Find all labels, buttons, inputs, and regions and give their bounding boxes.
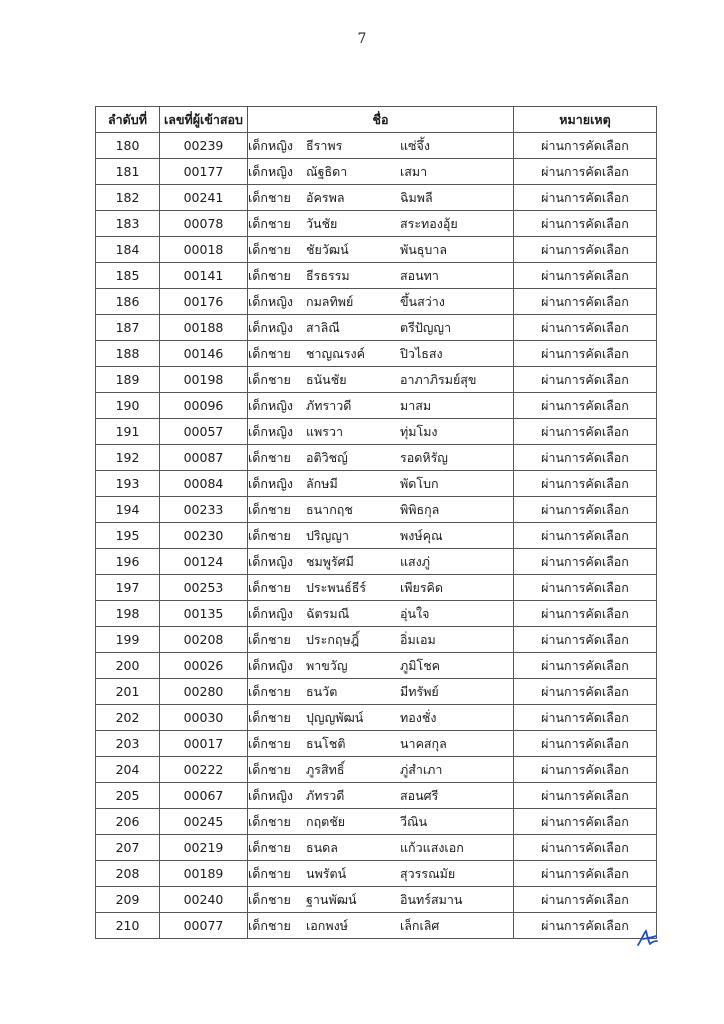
name-title: เด็กหญิง (248, 424, 293, 439)
row-order: 206 (96, 809, 160, 835)
name-title: เด็กชาย (248, 684, 291, 699)
table-row (96, 549, 657, 575)
first-name: พาขวัญ (306, 658, 348, 673)
name-title: เด็กชาย (248, 892, 291, 907)
row-exam-id: 00026 (160, 653, 248, 679)
row-exam-id: 00078 (160, 211, 248, 237)
row-order: 195 (96, 523, 160, 549)
row-name (248, 835, 514, 861)
header-name: ชื่อ (248, 107, 514, 133)
last-name: พงษ์คุณ (400, 528, 443, 543)
last-name: อิ่มเอม (400, 632, 436, 647)
row-name (248, 497, 514, 523)
row-order: 209 (96, 887, 160, 913)
last-name: แก้วแสงเอก (400, 840, 464, 855)
table-row (96, 731, 657, 757)
row-order: 190 (96, 393, 160, 419)
row-note: ผ่านการคัดเลือก (514, 861, 657, 887)
name-title: เด็กชาย (248, 346, 291, 361)
name-title: เด็กหญิง (248, 658, 293, 673)
row-order: 182 (96, 185, 160, 211)
row-order: 198 (96, 601, 160, 627)
first-name: ประกฤษฎิ์ (306, 632, 360, 647)
row-order: 186 (96, 289, 160, 315)
row-note: ผ่านการคัดเลือก (514, 913, 657, 939)
table-header (96, 107, 657, 133)
row-name (248, 601, 514, 627)
table-row (96, 419, 657, 445)
table-row (96, 653, 657, 679)
row-exam-id: 00087 (160, 445, 248, 471)
row-order: 180 (96, 133, 160, 159)
row-note: ผ่านการคัดเลือก (514, 419, 657, 445)
last-name: เพียรคิด (400, 580, 444, 595)
name-title: เด็กหญิง (248, 164, 293, 179)
table-row (96, 627, 657, 653)
name-title: เด็กชาย (248, 528, 291, 543)
row-note: ผ่านการคัดเลือก (514, 133, 657, 159)
name-title: เด็กชาย (248, 814, 291, 829)
row-name (248, 133, 514, 159)
table-row (96, 341, 657, 367)
row-note: ผ่านการคัดเลือก (514, 341, 657, 367)
header-order: ลำดับที่ (96, 107, 160, 133)
last-name: ภูมิโชค (400, 658, 441, 673)
first-name: ประพนธ์ธีร์ (306, 580, 367, 595)
row-exam-id: 00233 (160, 497, 248, 523)
name-title: เด็กชาย (248, 736, 291, 751)
row-note: ผ่านการคัดเลือก (514, 367, 657, 393)
row-name (248, 757, 514, 783)
row-order: 189 (96, 367, 160, 393)
row-name (248, 393, 514, 419)
row-order: 202 (96, 705, 160, 731)
name-title: เด็กหญิง (248, 606, 293, 621)
row-order: 205 (96, 783, 160, 809)
row-exam-id: 00135 (160, 601, 248, 627)
row-name (248, 679, 514, 705)
name-title: เด็กชาย (248, 580, 291, 595)
row-note: ผ่านการคัดเลือก (514, 315, 657, 341)
name-title: เด็กชาย (248, 502, 291, 517)
name-title: เด็กชาย (248, 866, 291, 881)
table-row (96, 185, 657, 211)
table-row (96, 393, 657, 419)
row-name (248, 211, 514, 237)
row-note: ผ่านการคัดเลือก (514, 393, 657, 419)
row-exam-id: 00146 (160, 341, 248, 367)
name-title: เด็กชาย (248, 242, 291, 257)
row-note: ผ่านการคัดเลือก (514, 809, 657, 835)
row-exam-id: 00096 (160, 393, 248, 419)
table-row (96, 133, 657, 159)
first-name: ธีราพร (306, 138, 343, 153)
last-name: แซ่จึ้ง (400, 138, 430, 153)
table-row (96, 211, 657, 237)
table-row (96, 237, 657, 263)
name-title: เด็กหญิง (248, 398, 293, 413)
first-name: ชัยวัฒน์ (306, 242, 349, 257)
row-exam-id: 00067 (160, 783, 248, 809)
first-name: ชาญณรงค์ (306, 346, 365, 361)
row-name (248, 237, 514, 263)
row-note: ผ่านการคัดเลือก (514, 159, 657, 185)
table-row (96, 289, 657, 315)
first-name: เอกพงษ์ (306, 918, 348, 933)
table-body (96, 133, 657, 939)
last-name: มาสม (400, 398, 432, 413)
row-note: ผ่านการคัดเลือก (514, 627, 657, 653)
row-name (248, 653, 514, 679)
row-note: ผ่านการคัดเลือก (514, 523, 657, 549)
last-name: สอนทา (400, 268, 439, 283)
row-order: 184 (96, 237, 160, 263)
last-name: แสงภู่ (400, 554, 431, 569)
table-row (96, 601, 657, 627)
row-exam-id: 00241 (160, 185, 248, 211)
row-exam-id: 00030 (160, 705, 248, 731)
row-note: ผ่านการคัดเลือก (514, 757, 657, 783)
first-name: กมลทิพย์ (306, 294, 354, 309)
row-order: 210 (96, 913, 160, 939)
first-name: ธนันชัย (306, 372, 347, 387)
row-order: 181 (96, 159, 160, 185)
last-name: สระทองอุ้ย (400, 216, 458, 231)
first-name: ภัทราวดี (306, 398, 352, 413)
first-name: ธีรธรรม (306, 268, 350, 283)
row-name (248, 419, 514, 445)
last-name: นาคสกุล (400, 736, 447, 751)
first-name: ธนดล (306, 840, 338, 855)
row-name (248, 627, 514, 653)
table-row (96, 913, 657, 939)
row-note: ผ่านการคัดเลือก (514, 653, 657, 679)
last-name: ทุ่มโมง (400, 424, 438, 439)
row-name (248, 185, 514, 211)
last-name: ขึ้นสว่าง (400, 294, 445, 309)
last-name: พันธุบาล (400, 242, 448, 257)
row-exam-id: 00239 (160, 133, 248, 159)
row-exam-id: 00208 (160, 627, 248, 653)
row-name (248, 913, 514, 939)
table-row (96, 159, 657, 185)
row-order: 183 (96, 211, 160, 237)
name-title: เด็กหญิง (248, 138, 293, 153)
row-order: 187 (96, 315, 160, 341)
row-exam-id: 00018 (160, 237, 248, 263)
row-note: ผ่านการคัดเลือก (514, 679, 657, 705)
row-note: ผ่านการคัดเลือก (514, 705, 657, 731)
row-exam-id: 00124 (160, 549, 248, 575)
row-name (248, 445, 514, 471)
row-note: ผ่านการคัดเลือก (514, 263, 657, 289)
row-note: ผ่านการคัดเลือก (514, 497, 657, 523)
row-exam-id: 00177 (160, 159, 248, 185)
row-exam-id: 00017 (160, 731, 248, 757)
row-name (248, 315, 514, 341)
first-name: ปริญญา (306, 528, 349, 543)
first-name: อัครพล (306, 190, 345, 205)
first-name: ภูรสิทธิ์ (306, 762, 345, 777)
first-name: ปุญญพัฒน์ (306, 710, 364, 725)
row-name (248, 549, 514, 575)
row-name (248, 887, 514, 913)
row-name (248, 471, 514, 497)
row-order: 192 (96, 445, 160, 471)
table-row (96, 835, 657, 861)
name-title: เด็กชาย (248, 710, 291, 725)
name-title: เด็กชาย (248, 268, 291, 283)
last-name: เล็กเลิศ (400, 918, 440, 933)
row-name (248, 809, 514, 835)
row-order: 203 (96, 731, 160, 757)
last-name: สอนศรี (400, 788, 439, 803)
first-name: ธนากฤช (306, 502, 353, 517)
table-row (96, 367, 657, 393)
last-name: ปิวไธสง (400, 346, 443, 361)
first-name: แพรวา (306, 424, 344, 439)
row-note: ผ่านการคัดเลือก (514, 471, 657, 497)
page-number: 7 (357, 31, 367, 47)
row-name (248, 159, 514, 185)
row-order: 191 (96, 419, 160, 445)
row-exam-id: 00280 (160, 679, 248, 705)
last-name: ตรีปัญญา (400, 320, 452, 335)
table-row (96, 497, 657, 523)
table-row (96, 783, 657, 809)
first-name: ฉัตรมณี (306, 606, 350, 621)
row-order: 201 (96, 679, 160, 705)
name-title: เด็กชาย (248, 632, 291, 647)
table-row (96, 523, 657, 549)
header-exam-id: เลขที่ผู้เข้าสอบ (160, 107, 248, 133)
first-name: สาลิณี (306, 320, 340, 335)
row-exam-id: 00230 (160, 523, 248, 549)
row-note: ผ่านการคัดเลือก (514, 445, 657, 471)
row-note: ผ่านการคัดเลือก (514, 575, 657, 601)
table-row (96, 705, 657, 731)
row-exam-id: 00188 (160, 315, 248, 341)
first-name: ภัทรวดี (306, 788, 345, 803)
row-order: 185 (96, 263, 160, 289)
row-name (248, 367, 514, 393)
row-note: ผ่านการคัดเลือก (514, 185, 657, 211)
row-order: 193 (96, 471, 160, 497)
table-row (96, 887, 657, 913)
row-exam-id: 00198 (160, 367, 248, 393)
row-order: 208 (96, 861, 160, 887)
row-order: 204 (96, 757, 160, 783)
row-exam-id: 00189 (160, 861, 248, 887)
first-name: วันชัย (306, 216, 338, 231)
row-name (248, 861, 514, 887)
row-note: ผ่านการคัดเลือก (514, 549, 657, 575)
last-name: มีทรัพย์ (400, 684, 439, 699)
first-name: ธนโชติ (306, 736, 346, 751)
results-table (95, 106, 657, 939)
row-note: ผ่านการคัดเลือก (514, 211, 657, 237)
first-name: ชมพูรัศมี (306, 554, 354, 569)
last-name: อุ่นใจ (400, 606, 430, 621)
name-title: เด็กชาย (248, 762, 291, 777)
last-name: ทองชั่ง (400, 710, 437, 725)
last-name: ฉิมพลี (400, 190, 433, 205)
first-name: นพรัตน์ (306, 866, 347, 881)
row-name (248, 705, 514, 731)
name-title: เด็กชาย (248, 918, 291, 933)
last-name: ภู่สำเภา (400, 762, 443, 777)
last-name: อินทร์สมาน (400, 892, 463, 907)
first-name: ลักษมี (306, 476, 338, 491)
row-order: 199 (96, 627, 160, 653)
header-row (96, 107, 657, 133)
last-name: เสมา (400, 164, 428, 179)
last-name: พัดโบก (400, 476, 439, 491)
name-title: เด็กหญิง (248, 294, 293, 309)
row-note: ผ่านการคัดเลือก (514, 783, 657, 809)
first-name: ธนวัต (306, 684, 338, 699)
row-order: 196 (96, 549, 160, 575)
row-exam-id: 00057 (160, 419, 248, 445)
row-note: ผ่านการคัดเลือก (514, 887, 657, 913)
row-exam-id: 00219 (160, 835, 248, 861)
first-name: ฐานพัฒน์ (306, 892, 357, 907)
row-name (248, 731, 514, 757)
row-exam-id: 00084 (160, 471, 248, 497)
last-name: สุวรรณมัย (400, 866, 456, 881)
name-title: เด็กหญิง (248, 788, 293, 803)
row-name (248, 783, 514, 809)
name-title: เด็กหญิง (248, 476, 293, 491)
row-exam-id: 00240 (160, 887, 248, 913)
row-note: ผ่านการคัดเลือก (514, 601, 657, 627)
row-name (248, 289, 514, 315)
first-name: ณัฐธิดา (306, 164, 348, 179)
table-row (96, 861, 657, 887)
name-title: เด็กชาย (248, 190, 291, 205)
name-title: เด็กชาย (248, 372, 291, 387)
table-row (96, 471, 657, 497)
name-title: เด็กหญิง (248, 320, 293, 335)
last-name: วีณิน (400, 814, 428, 829)
table-row (96, 445, 657, 471)
row-order: 188 (96, 341, 160, 367)
row-order: 194 (96, 497, 160, 523)
first-name: กฤตชัย (306, 814, 346, 829)
row-name (248, 341, 514, 367)
row-order: 200 (96, 653, 160, 679)
row-exam-id: 00253 (160, 575, 248, 601)
first-name: อติวิชญ์ (306, 450, 348, 465)
row-name (248, 575, 514, 601)
row-exam-id: 00222 (160, 757, 248, 783)
row-order: 197 (96, 575, 160, 601)
name-title: เด็กชาย (248, 840, 291, 855)
table-row (96, 679, 657, 705)
signature-mark (634, 925, 660, 951)
last-name: รอดหิรัญ (400, 450, 448, 465)
row-exam-id: 00141 (160, 263, 248, 289)
table-row (96, 757, 657, 783)
header-note: หมายเหตุ (514, 107, 657, 133)
name-title: เด็กหญิง (248, 554, 293, 569)
name-title: เด็กชาย (248, 450, 291, 465)
table-row (96, 575, 657, 601)
last-name: อาภาภิรมย์สุข (400, 372, 477, 387)
row-exam-id: 00077 (160, 913, 248, 939)
row-note: ผ่านการคัดเลือก (514, 289, 657, 315)
row-name (248, 263, 514, 289)
row-exam-id: 00245 (160, 809, 248, 835)
last-name: พิพิธกุล (400, 502, 440, 517)
table-row (96, 315, 657, 341)
row-note: ผ่านการคัดเลือก (514, 835, 657, 861)
name-title: เด็กชาย (248, 216, 291, 231)
table-row (96, 809, 657, 835)
table-row (96, 263, 657, 289)
row-exam-id: 00176 (160, 289, 248, 315)
row-order: 207 (96, 835, 160, 861)
row-note: ผ่านการคัดเลือก (514, 731, 657, 757)
row-name (248, 523, 514, 549)
row-note: ผ่านการคัดเลือก (514, 237, 657, 263)
